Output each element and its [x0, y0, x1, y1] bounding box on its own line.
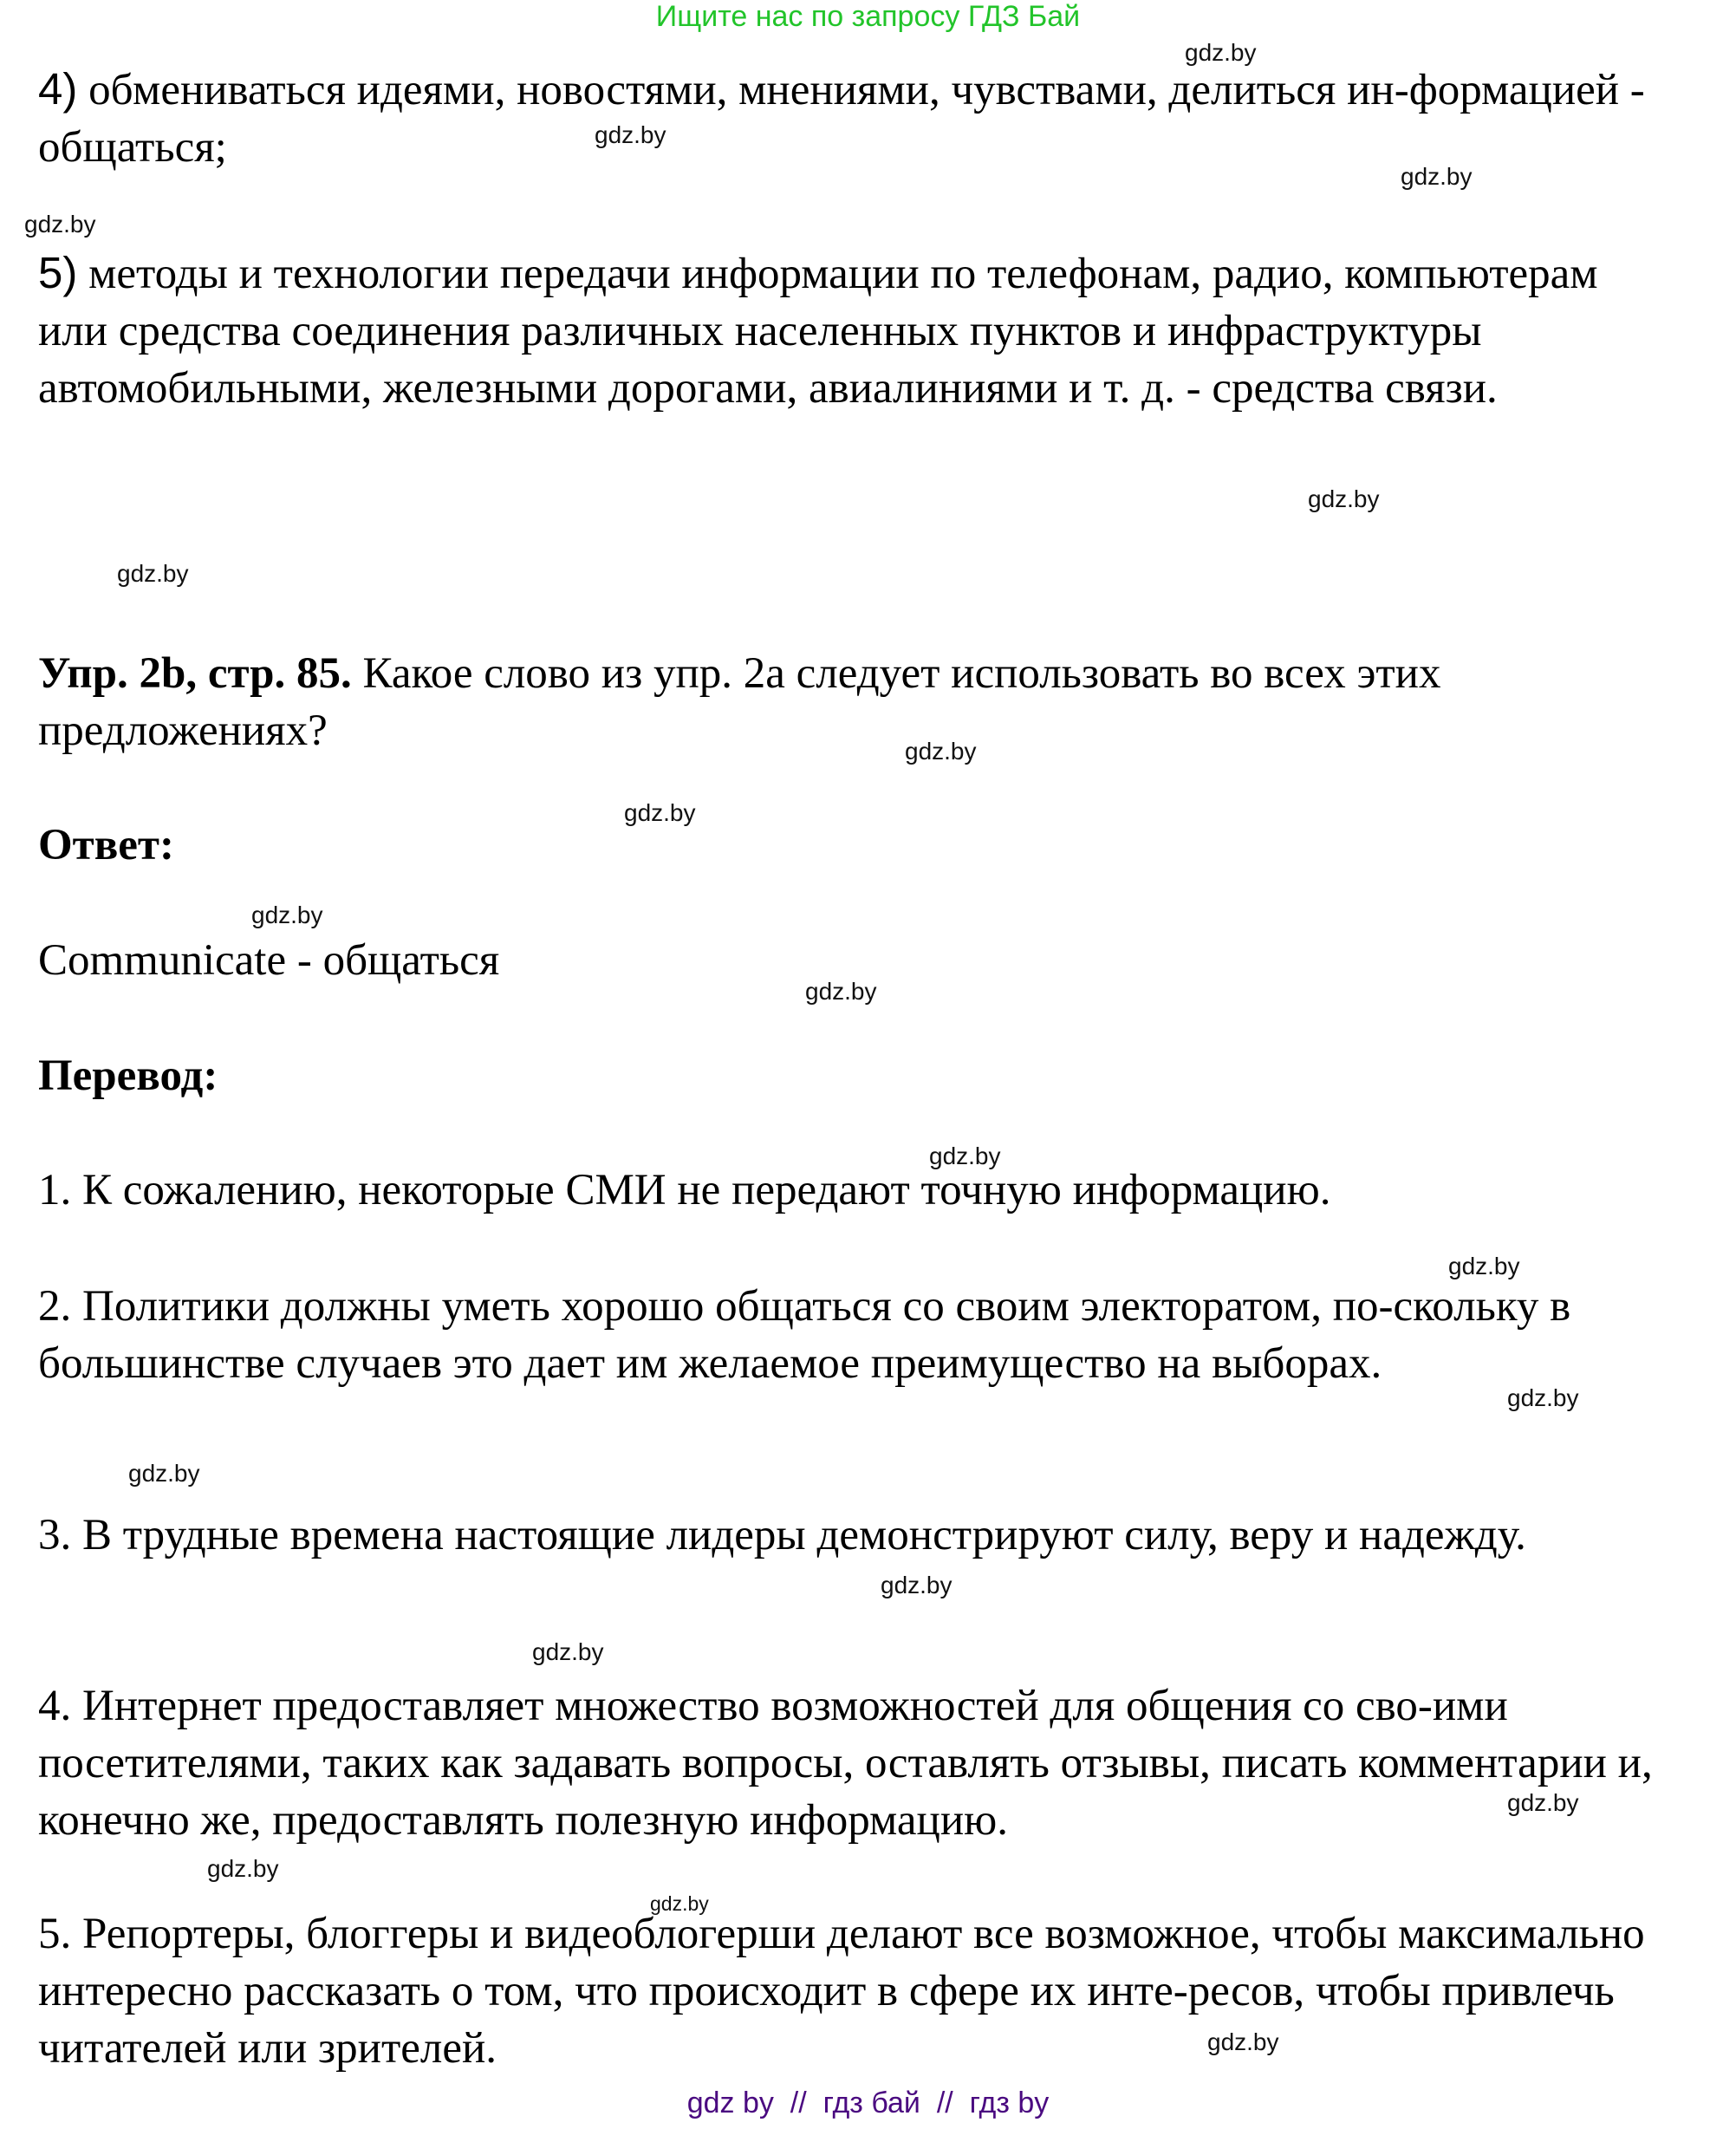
- watermark: gdz.by: [1308, 485, 1380, 512]
- watermark: gdz.by: [929, 1143, 1001, 1169]
- definition-text: обмениваться идеями, новостями, мнениями, чувствами, делиться ин-формацией - общаться;: [38, 66, 1645, 172]
- definition-4: [38, 61, 1668, 176]
- definition-number: 5): [38, 248, 78, 297]
- watermark: gdz.by: [805, 978, 877, 1005]
- translation-item: 4. Интернет предоставляет множество возможностей для общения со сво-ими посетителями, таких как задавать вопросы, оставлять отзывы, писать комментарии и, конечно же, предоставлять полезную информацию.: [38, 1682, 1653, 1845]
- definition-number: 4): [38, 64, 78, 114]
- exercise-question: Какое слово из упр. 2а следует использовать во всех этих предложениях?: [38, 649, 1441, 755]
- watermark: gdz.by: [905, 738, 977, 765]
- watermark: gdz.by: [1448, 1253, 1520, 1279]
- watermark: gdz.by: [650, 1892, 709, 1915]
- watermark: gdz.by: [251, 902, 323, 928]
- translation-item: 3. В трудные времена настоящие лидеры демонстрируют силу, веру и надежду.: [38, 1511, 1526, 1559]
- watermark: gdz.by: [128, 1460, 200, 1487]
- answer-text: Communicate - общаться: [38, 936, 500, 985]
- answer-heading: Ответ:: [38, 821, 174, 869]
- exercise-prompt: [38, 645, 1668, 759]
- search-banner: Ищите нас по запросу ГДЗ Бай: [655, 0, 1081, 33]
- watermark: gdz.by: [595, 121, 666, 148]
- watermark: gdz.by: [207, 1855, 279, 1882]
- watermark: gdz.by: [1207, 2028, 1279, 2055]
- translation-heading: Перевод:: [38, 1051, 218, 1100]
- translation-item: 1. К сожалению, некоторые СМИ не передают точную информацию.: [38, 1166, 1331, 1214]
- definition-5: [38, 244, 1668, 417]
- watermark: gdz.by: [117, 560, 189, 587]
- watermark: gdz.by: [532, 1638, 604, 1665]
- translation-item: 5. Репортеры, блоггеры и видеоблогерши делают все возможное, чтобы максимально интересно рассказать о том, что происходит в сфере их инте-ресов, чтобы привлечь читателей или зрителей.: [38, 1910, 1645, 2073]
- watermark: gdz.by: [1507, 1789, 1579, 1816]
- watermark: gdz.by: [24, 211, 96, 238]
- watermark: gdz.by: [1401, 163, 1473, 190]
- watermark: gdz.by: [624, 799, 696, 826]
- definition-text: методы и технологии передачи информации по телефонам, радио, компьютерам или средства соединения различных населенных пунктов и инфраструктуры автомобильными, железными дорогами, авиалиниями и т. д. - средства связи.: [38, 250, 1598, 413]
- watermark: gdz.by: [1185, 39, 1257, 66]
- exercise-label: Упр. 2b, стр. 85.: [38, 649, 352, 698]
- footer-links: gdz by // гдз бай // гдз by: [686, 2087, 1050, 2119]
- watermark: gdz.by: [881, 1572, 953, 1598]
- watermark: gdz.by: [1507, 1384, 1579, 1411]
- translation-item: 2. Политики должны уметь хорошо общаться со своим электоратом, по-скольку в большинстве случаев это дает им желаемое преимущество на выборах.: [38, 1282, 1571, 1388]
